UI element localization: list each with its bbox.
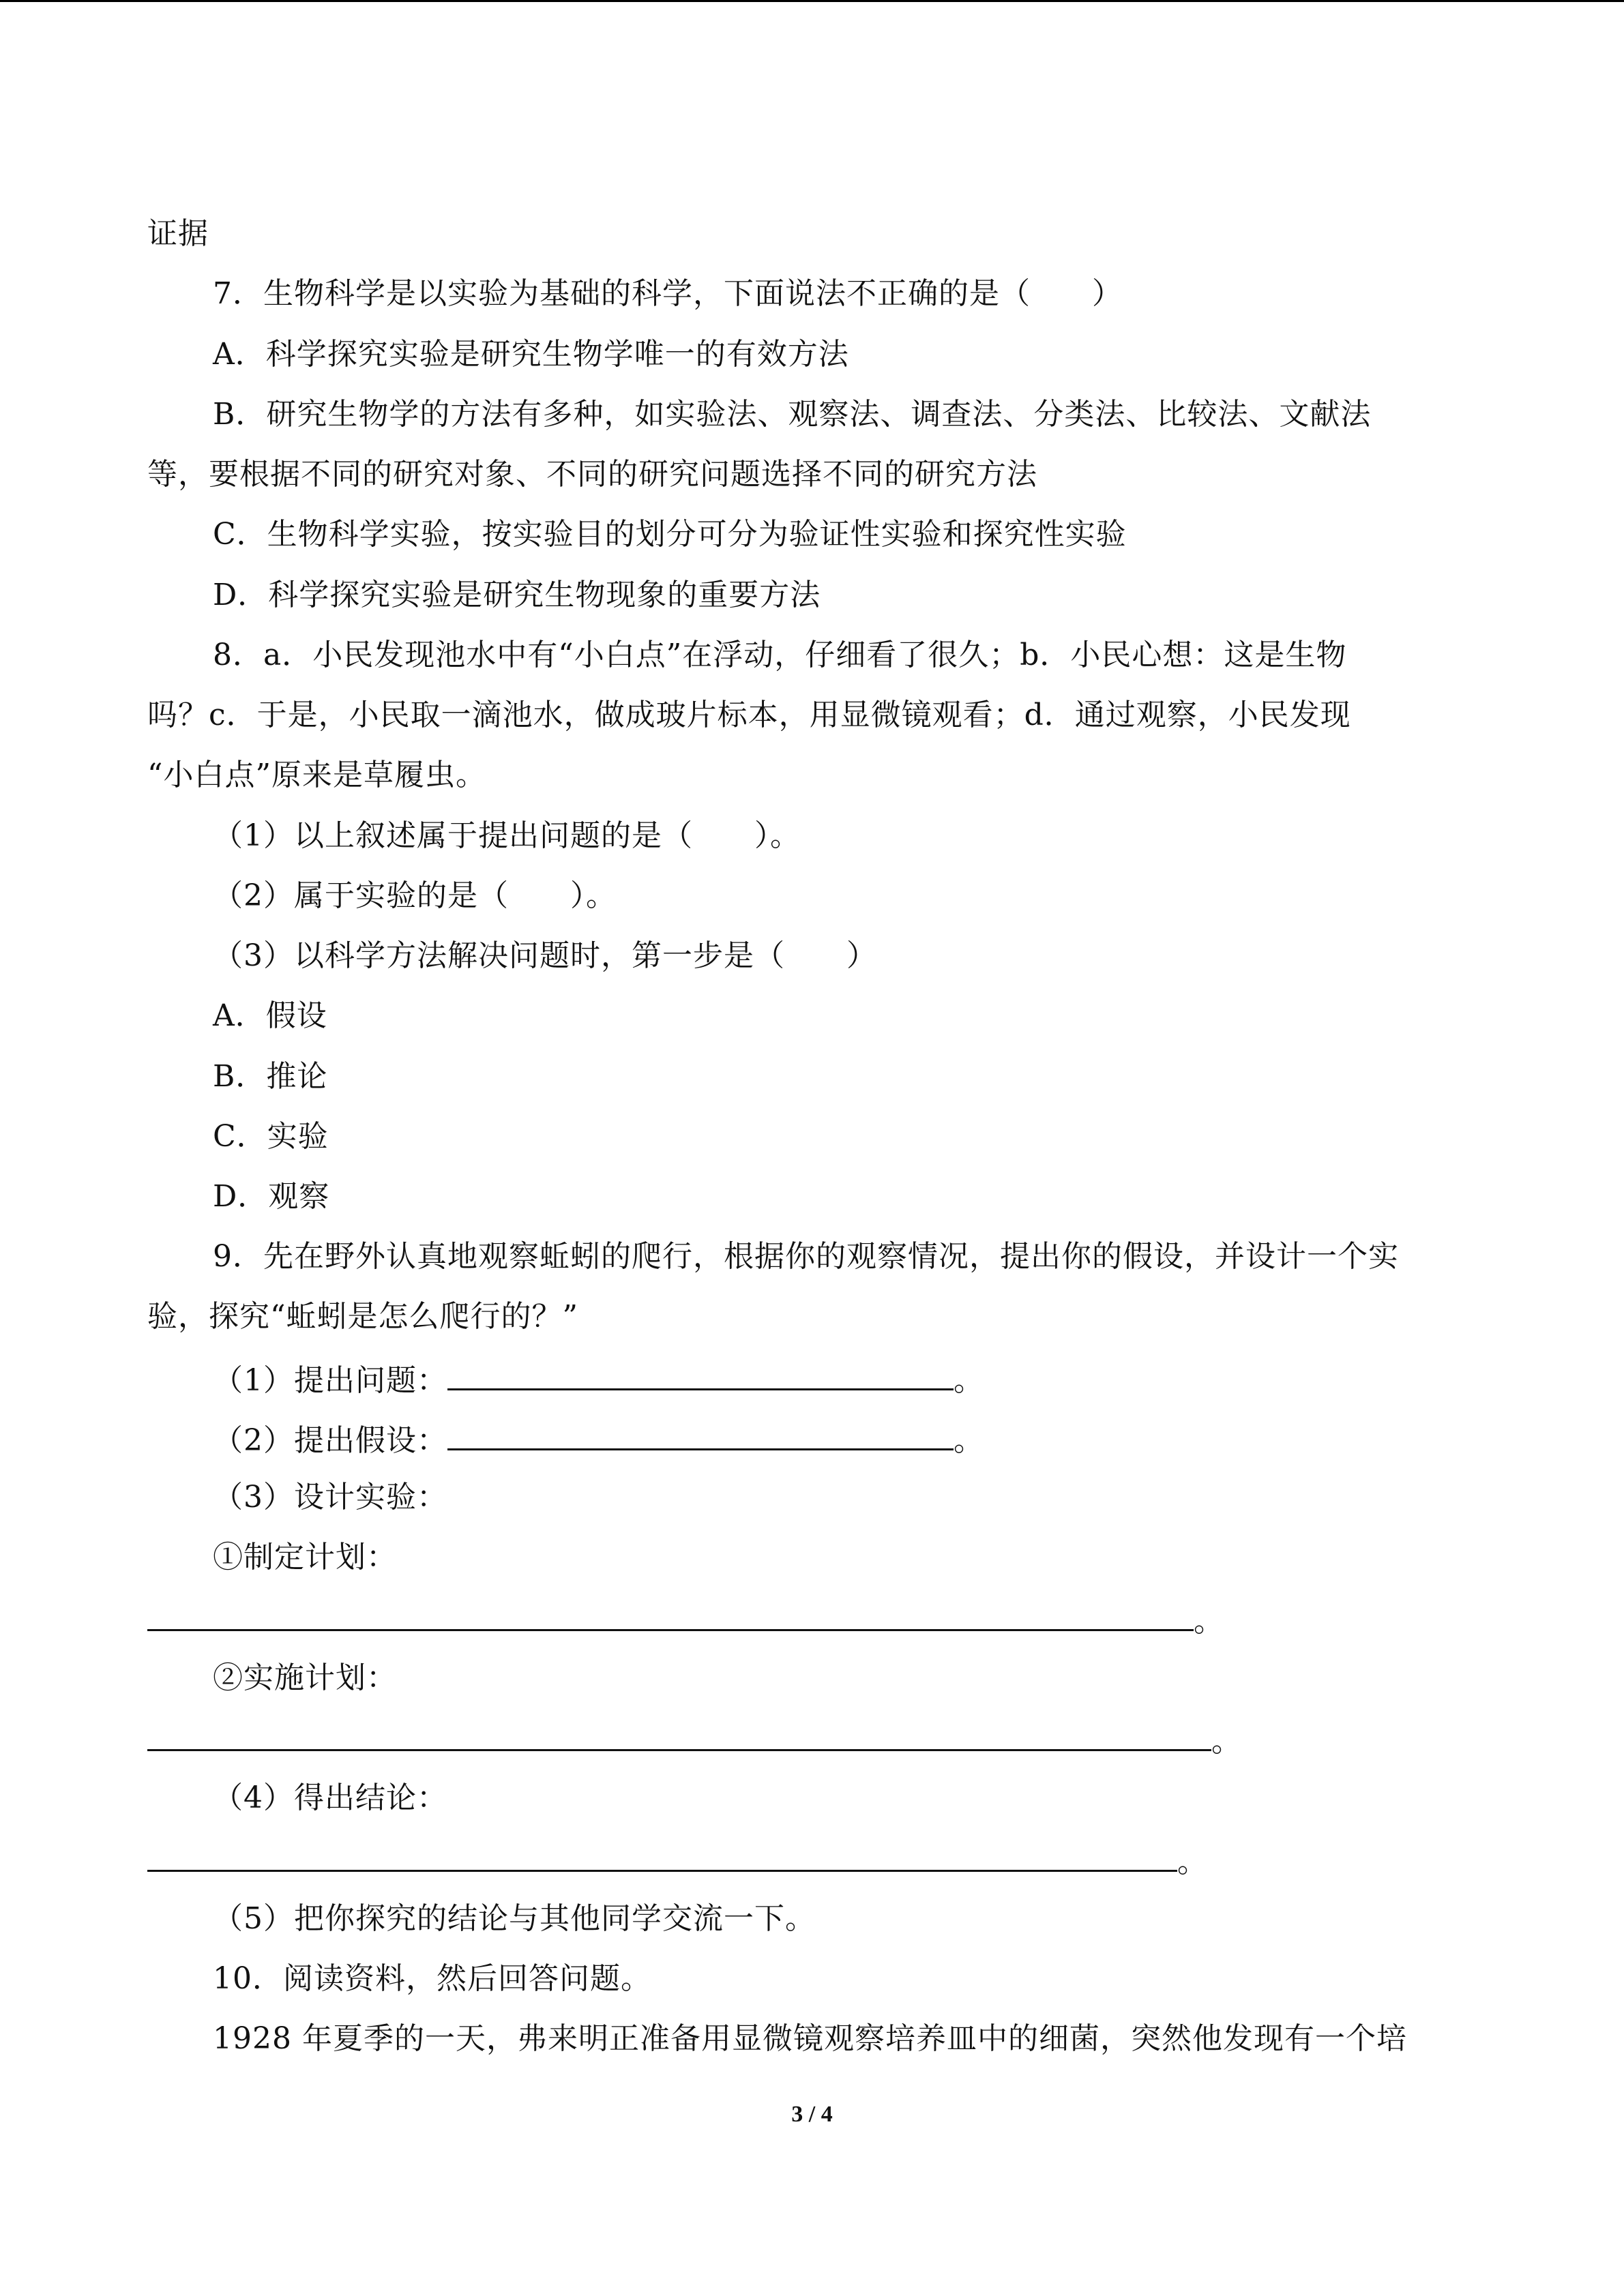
question-9-plan-line [147,1598,1224,1642]
question-8-option-a: A．假设 [213,998,327,1033]
period: 。 [1211,1724,1242,1759]
question-8-option-c: C．实验 [213,1119,329,1154]
question-9-sub-2 [213,1417,984,1461]
sub-label: （1）提出问题： [213,1363,447,1398]
question-9-conclusion-line [147,1838,1208,1883]
question-9-plan-label: ①制定计划： [213,1540,397,1575]
question-8-sub-2: （2）属于实验的是（ ）。 [213,878,617,913]
text-line: 证据 [147,216,209,251]
page-number: 3 / 4 [791,2102,833,2127]
answer-blank[interactable] [147,1598,1194,1631]
question-9-do-line [147,1718,1242,1762]
question-8-cont: “小白点”原来是草履虫。 [147,758,486,792]
period: 。 [1177,1845,1208,1879]
question-9: 9．先在野外认真地观察蚯蚓的爬行，根据你的观察情况，提出你的假设，并设计一个实 [213,1239,1399,1274]
question-7: 7．生物科学是以实验为基础的科学，下面说法不正确的是（ ） [213,276,1123,311]
question-8-option-b: B．推论 [213,1059,328,1094]
question-7-option-c: C．生物科学实验，按实验目的划分可分为验证性实验和探究性实验 [213,517,1127,552]
question-8-option-d: D．观察 [213,1179,330,1214]
question-9-sub-4: （4）得出结论： [213,1780,447,1815]
period: 。 [954,1363,984,1398]
question-8: 8．a．小民发现池水中有“小白点”在浮动，仔细看了很久；b．小民心想：这是生物 [213,638,1347,672]
top-border [0,0,1624,2]
question-7-option-b-cont: 等，要根据不同的研究对象、不同的研究问题选择不同的研究方法 [147,457,1037,492]
question-9-cont: 验，探究“蚯蚓是怎么爬行的？” [147,1299,578,1334]
question-8-sub-1: （1）以上叙述属于提出问题的是（ ）。 [213,818,801,853]
question-9-do-label: ②实施计划： [213,1660,397,1695]
question-7-option-a: A．科学探究实验是研究生物学唯一的有效方法 [213,337,849,372]
question-9-sub-1 [213,1357,984,1401]
question-9-sub-5: （5）把你探究的结论与其他同学交流一下。 [213,1901,816,1936]
answer-blank[interactable] [147,1718,1211,1751]
answer-blank[interactable] [447,1357,954,1390]
question-10-passage: 1928 年夏季的一天，弗来明正准备用显微镜观察培养皿中的细菌，突然他发现有一个培 [213,2021,1407,2056]
sub-label: （2）提出假设： [213,1423,447,1458]
question-7-option-d: D．科学探究实验是研究生物现象的重要方法 [213,578,821,612]
period: 。 [954,1423,984,1458]
question-7-option-b: B．研究生物学的方法有多种，如实验法、观察法、调查法、分类法、比较法、文献法 [213,397,1372,432]
question-8-cont: 吗？c．于是，小民取一滴池水，做成玻片标本，用显微镜观看；d．通过观察，小民发现 [147,698,1351,732]
answer-blank[interactable] [447,1417,954,1450]
answer-blank[interactable] [147,1838,1177,1872]
question-8-sub-3: （3）以科学方法解决问题时，第一步是（ ） [213,938,877,973]
question-10: 10．阅读资料，然后回答问题。 [213,1961,651,1996]
period: 。 [1194,1604,1224,1639]
question-9-sub-3: （3）设计实验： [213,1480,447,1515]
